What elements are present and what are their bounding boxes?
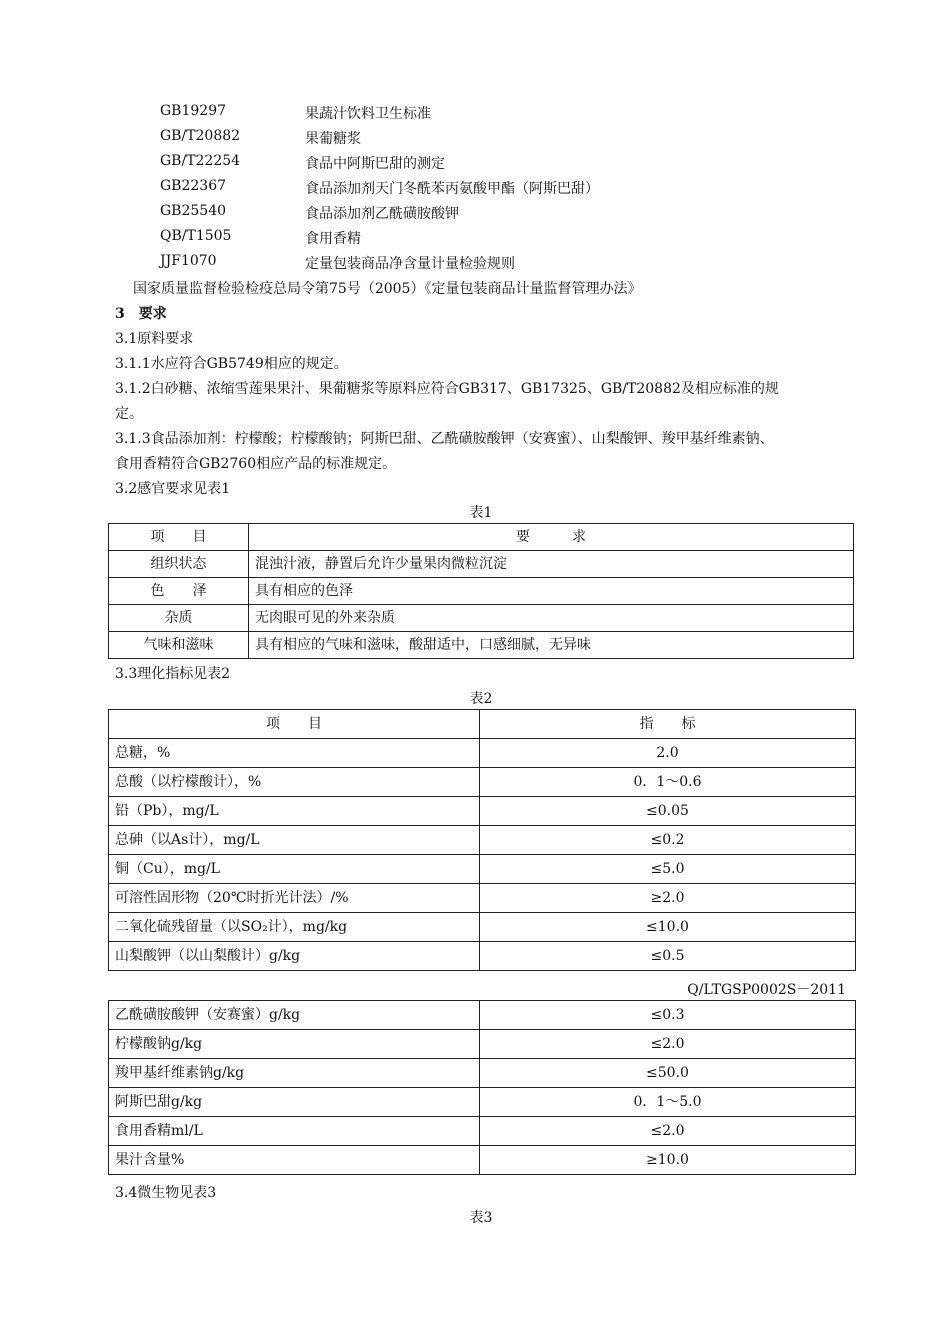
table-cell: 气味和滋味	[109, 632, 249, 659]
table-row	[109, 942, 856, 971]
paragraph: 3.3理化指标见表2	[115, 666, 231, 682]
sensory-table	[108, 523, 854, 659]
table-cell: 2.0	[480, 739, 856, 768]
ref-code: GB22367	[160, 178, 227, 194]
table-header-row	[109, 524, 854, 551]
paragraph: 3.4微生物见表3	[115, 1185, 217, 1201]
paragraph: 定。	[115, 406, 143, 422]
table-row	[109, 551, 854, 578]
table-cell: ≤5.0	[480, 855, 856, 884]
table-cell: 0．1～5.0	[480, 1088, 856, 1117]
table-cell: 具有相应的气味和滋味，酸甜适中，口感细腻，无异味	[249, 632, 854, 659]
table-cell: 山梨酸钾（以山梨酸计）g/kg	[109, 942, 480, 971]
document-code: Q/LTGSP0002S－2011	[687, 982, 846, 998]
ref-title: 食品中阿斯巴甜的测定	[305, 156, 445, 172]
table-cell: ≤0.2	[480, 826, 856, 855]
table-cell: 二氧化硫残留量（以SO₂计），mg/kg	[109, 913, 480, 942]
table-cell: 总酸（以柠檬酸计），%	[109, 768, 480, 797]
table-row	[109, 1059, 856, 1088]
table-row	[109, 913, 856, 942]
header-cell: 要 求	[249, 524, 854, 551]
table-cell: 果汁含量%	[109, 1146, 480, 1175]
paragraph: 3.1原料要求	[115, 331, 194, 347]
table-cell: ≤0.5	[480, 942, 856, 971]
table-cell: ≤2.0	[480, 1117, 856, 1146]
ref-title: 食品添加剂乙酰磺胺酸钾	[305, 206, 459, 222]
table-cell: 铜（Cu），mg/L	[109, 855, 480, 884]
table-row	[109, 884, 856, 913]
table-cell: 阿斯巴甜g/kg	[109, 1088, 480, 1117]
table-row	[109, 578, 854, 605]
table-cell: 具有相应的色泽	[249, 578, 854, 605]
paragraph: 3.1.2白砂糖、浓缩雪莲果果汁、果葡糖浆等原料应符合GB317、GB17325、GB/T20882及相应标准的规	[115, 381, 779, 397]
ref-code: GB25540	[160, 203, 227, 219]
header-cell: 指 标	[480, 710, 856, 739]
table-row	[109, 855, 856, 884]
table-cell: 乙酰磺胺酸钾（安赛蜜）g/kg	[109, 1001, 480, 1030]
ref-code: GB/T22254	[160, 153, 241, 169]
table-header-row	[109, 710, 856, 739]
table-row	[109, 826, 856, 855]
ref-code: GB19297	[160, 103, 227, 119]
table-cell: 杂质	[109, 605, 249, 632]
table-cell: 总糖，%	[109, 739, 480, 768]
ref-title: 果蔬汁饮料卫生标准	[305, 106, 431, 122]
table-cell: 混浊汁液，静置后允许少量果肉微粒沉淀	[249, 551, 854, 578]
ref-title: 定量包装商品净含量计量检验规则	[305, 256, 515, 272]
table-cell: ≤2.0	[480, 1030, 856, 1059]
physchem-table-continued	[108, 1000, 856, 1175]
ref-code: JJF1070	[160, 253, 217, 269]
table-row	[109, 605, 854, 632]
table-row	[109, 1001, 856, 1030]
decree-reference: 国家质量监督检验检疫总局令第75号（2005）《定量包装商品计量监督管理办法》	[133, 281, 642, 297]
table-cell: 无肉眼可见的外来杂质	[249, 605, 854, 632]
ref-code: GB/T20882	[160, 128, 241, 144]
paragraph: 3.1.3食品添加剂：柠檬酸；柠檬酸钠；阿斯巴甜、乙酰磺胺酸钾（安赛蜜）、山梨酸钾、羧甲基纤维素钠、	[115, 431, 774, 447]
table-cell: ≥2.0	[480, 884, 856, 913]
table-caption: 表1	[469, 505, 493, 521]
paragraph: 食用香精符合GB2760相应产品的标准规定。	[115, 456, 397, 472]
table-cell: ≤10.0	[480, 913, 856, 942]
table-cell: ≥10.0	[480, 1146, 856, 1175]
ref-title: 食品添加剂天门冬酰苯丙氨酸甲酯（阿斯巴甜）	[305, 181, 599, 197]
table-cell: 羧甲基纤维素钠g/kg	[109, 1059, 480, 1088]
table-row	[109, 1146, 856, 1175]
table-caption: 表3	[469, 1210, 493, 1226]
table-cell: 总砷（以As计），mg/L	[109, 826, 480, 855]
table-row	[109, 1030, 856, 1059]
table-cell: 食用香精ml/L	[109, 1117, 480, 1146]
table-row	[109, 739, 856, 768]
table-cell: 组织状态	[109, 551, 249, 578]
ref-title: 果葡糖浆	[305, 131, 361, 147]
table-cell: 色 泽	[109, 578, 249, 605]
table-cell: 铅（Pb），mg/L	[109, 797, 480, 826]
paragraph: 3.2感官要求见表1	[115, 481, 231, 497]
table-cell: 0．1～0.6	[480, 768, 856, 797]
table-caption: 表2	[469, 691, 493, 707]
table-row	[109, 1088, 856, 1117]
ref-title: 食用香精	[305, 231, 361, 247]
header-cell: 项 目	[109, 710, 480, 739]
table-row	[109, 768, 856, 797]
table-row	[109, 632, 854, 659]
section-heading: 3 要求	[115, 306, 167, 322]
table-row	[109, 1117, 856, 1146]
ref-code: QB/T1505	[160, 228, 232, 244]
table-cell: ≤0.3	[480, 1001, 856, 1030]
table-cell: 柠檬酸钠g/kg	[109, 1030, 480, 1059]
table-cell: ≤0.05	[480, 797, 856, 826]
header-cell: 项 目	[109, 524, 249, 551]
table-cell: ≤50.0	[480, 1059, 856, 1088]
paragraph: 3.1.1水应符合GB5749相应的规定。	[115, 356, 348, 372]
table-cell: 可溶性固形物（20℃时折光计法）/%	[109, 884, 480, 913]
physchem-table	[108, 709, 856, 971]
table-row	[109, 797, 856, 826]
